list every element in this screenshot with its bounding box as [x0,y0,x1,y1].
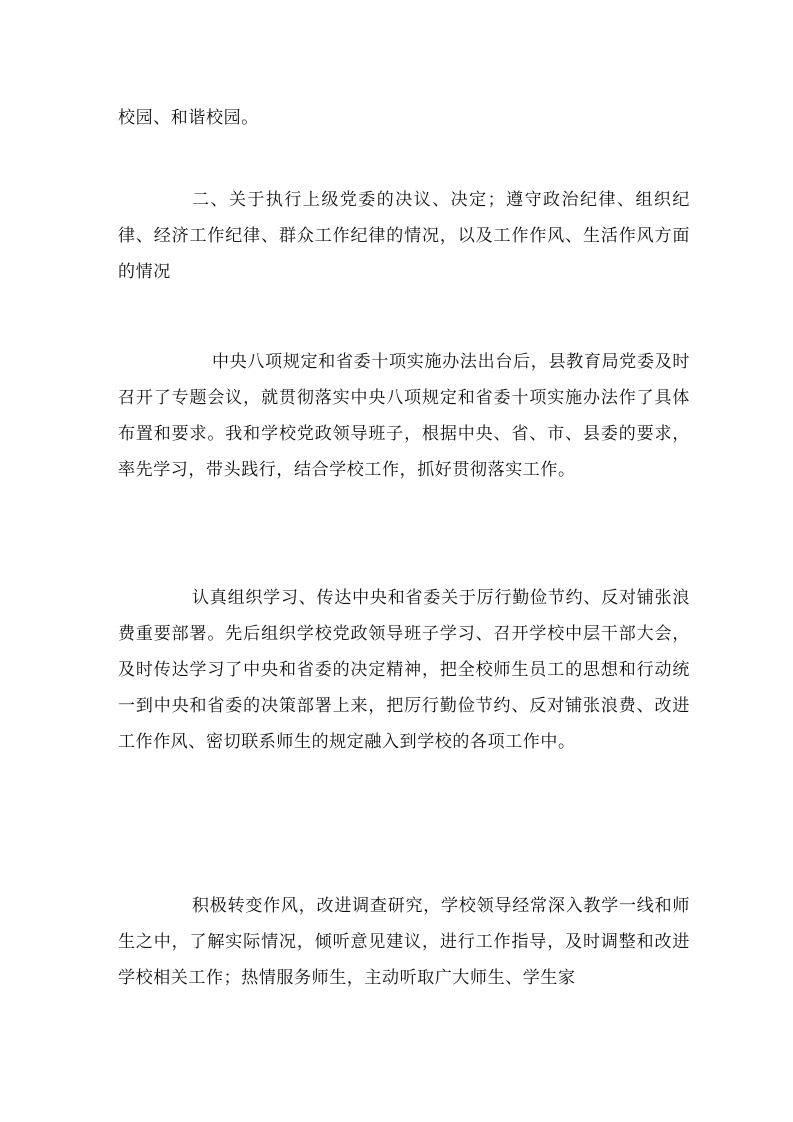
paragraph-continuation: 校园、和谐校园。 [118,108,259,128]
paragraph-implementation: 中央八项规定和省委十项实施办法出台后，县教育局党委及时召开了专题会议，就贯彻落实中央八项规定和省委十项实施办法作了具体布置和要求。我和学校党政领导班子，根据中央、省、市、县委的要求，率先学习，带头践行，结合学校工作，抓好贯彻落实工作。 [118,352,690,480]
paragraph-work-style: 积极转变作风，改进调查研究，学校领导经常深入教学一线和师生之中，了解实际情况，倾听意见建议，进行工作指导，及时调整和改进学校相关工作；热情服务师生，主动听取广大师生、学生家 [118,896,690,988]
section-heading: 二、关于执行上级党委的决议、决定；遵守政治纪律、组织纪律、经济工作纪律、群众工作纪律的情况，以及工作作风、生活作风方面的情况 [118,190,690,282]
paragraph-study: 认真组织学习、传达中央和省委关于厉行勤俭节约、反对铺张浪费重要部署。先后组织学校党政领导班子学习、召开学校中层干部大会，及时传达学习了中央和省委的决定精神，把全校师生员工的思想和行动统一到中央和省委的决策部署上来，把厉行勤俭节约、反对铺张浪费、改进工作作风、密切联系师生的规定融入到学校的各项工作中。 [118,588,690,752]
